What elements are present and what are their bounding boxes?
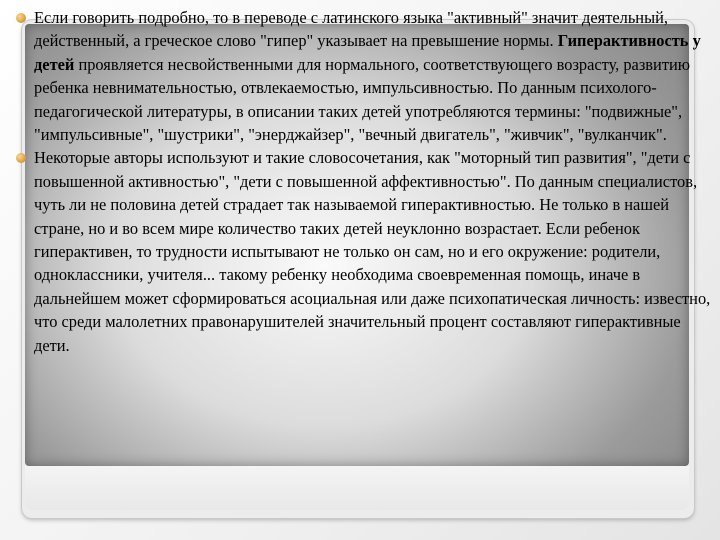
bullet-list [16, 6, 716, 357]
bullet-2-text: Некоторые авторы используют и такие словосочетания, как "моторный тип развития", "дети с повышенной активностью", "дети с повышенной аффективностью". По данным специалистов, чуть ли не половина детей страдает так называемой гиперактивностью. Не только в нашей стране, но и во всем мире количество таких детей неуклонно возрастает. Если ребенок гиперактивен, то трудности испытывают не только он сам, но и его окружение: родители, одноклассники, учителя... такому ребенку необходима своевременная помощь, иначе в дальнейшем может сформироваться асоциальная или даже психопатическая личность: известно, что среди малолетних правонарушителей значительный процент составляют гиперактивные дети. [34, 148, 711, 355]
bullet-point-2 [16, 146, 716, 357]
bullet-1-text-start: Если говорить подробно, то в переводе с латинского языка "активный" значит деятельный, действенный, а греческое слово "гипер" указывает на превышение нормы. [34, 8, 668, 51]
slide-content [16, 6, 716, 476]
bullet-icon [16, 13, 26, 23]
bullet-1-text-end: проявляется несвойственными для нормального, соответствующего возрасту, развитию ребенка невнимательностью, отвлекаемостью, импульсивностью. По данным психолого-педагогической литературы, в описании таких детей употребляются термины: "подвижные", "импульсивные", "шустрики", "энерджайзер", "вечный двигатель", "живчик", "вулканчик". [34, 54, 690, 145]
bullet-icon [16, 153, 26, 163]
bullet-1-bold-term: Гиперактивность у детей [34, 31, 701, 74]
bullet-point-1 [16, 6, 716, 146]
